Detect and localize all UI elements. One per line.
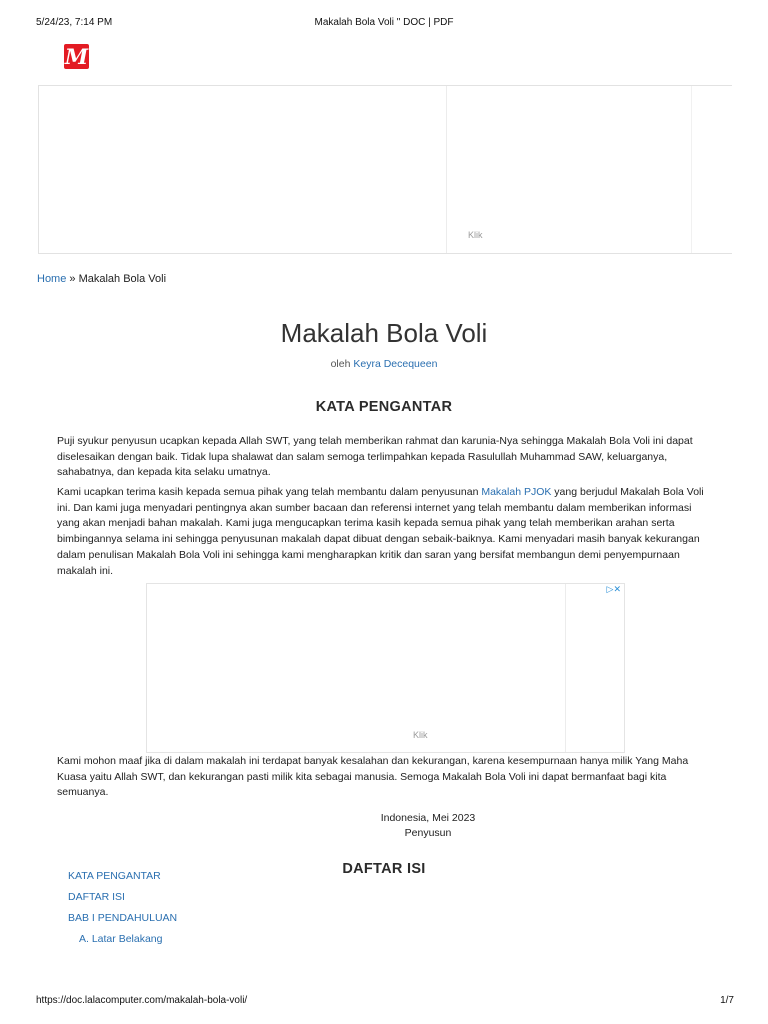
adchoices-close-icon[interactable]: ▷✕ (606, 585, 621, 595)
print-page-number: 1/7 (720, 995, 734, 1006)
toc-item-bab-1[interactable]: BAB I PENDAHULUAN (68, 912, 178, 924)
signoff-signer: Penyusun (404, 827, 452, 839)
paragraph-2-text: Kami ucapkan terima kasih kepada semua pihak yang telah membantu dalam penyusunan (57, 486, 482, 498)
print-doc-title: Makalah Bola Voli " DOC | PDF (314, 17, 454, 28)
top-ad-banner[interactable] (38, 85, 732, 254)
page-title: Makalah Bola Voli (280, 318, 488, 348)
ad-klik-label[interactable]: Klik (413, 730, 428, 740)
breadcrumb (37, 273, 166, 285)
print-datetime: 5/24/23, 7:14 PM (36, 17, 113, 28)
breadcrumb-current: Makalah Bola Voli (78, 273, 167, 285)
ad-divider (691, 86, 692, 253)
kata-pengantar-heading: KATA PENGANTAR (315, 399, 453, 415)
paragraph-3: Kami mohon maaf jika di dalam makalah ini terdapat banyak kesalahan dan kekurangan, karena kesempurnaan hanya milik Yang Maha Kuasa yaitu Allah SWT, dan kekurangan pasti milik kita sebagai manusia. Semoga Makalah Bola Voli ini dapat bermanfaat bagi kita semuanya. (57, 755, 689, 799)
breadcrumb-home-link[interactable]: Home (37, 273, 67, 285)
ad-divider (446, 86, 447, 253)
toc-item-daftar-isi[interactable]: DAFTAR ISI (68, 891, 125, 903)
breadcrumb-separator: » (66, 273, 79, 285)
paragraph-1: Puji syukur penyusun ucapkan kepada Allah SWT, yang telah memberikan rahmat dan karunia-Nya sehingga Makalah Bola Voli ini dapat diselesaikan dengan baik. Tidak lupa shalawat dan salam semoga terlimpahkan kepada Rasulullah Muhammad SAW, keluarganya, sahabatnya, dan kepada kita selaku umatnya. (57, 435, 693, 479)
makalah-pjok-link[interactable]: Makalah PJOK (481, 486, 552, 498)
author-link[interactable]: Keyra Decequeen (353, 358, 438, 370)
inline-ad-banner[interactable] (146, 583, 625, 753)
signoff-place-date: Indonesia, Mei 2023 (380, 812, 476, 824)
paragraph-2 (57, 485, 713, 579)
toc-item-latar-belakang[interactable]: A. Latar Belakang (79, 933, 163, 945)
site-logo-icon[interactable]: M (64, 44, 89, 69)
toc-item-kata-pengantar[interactable]: KATA PENGANTAR (68, 870, 161, 882)
ad-klik-label[interactable]: Klik (468, 230, 483, 240)
byline-prefix: oleh (330, 358, 354, 370)
paragraph-2-text: yang berjudul Makalah Bola Voli ini. Dan kami juga menyadari pentingnya akan sumber bacaan dan referensi internet yang telah membantu dalam memberikan informasi yang akan menjadi bahan makalah. Kami juga mengucapkan terima kasih kepada semua pihak yang telah memberikan arahan serta bimbingannya selama ini sehingga penyusunan makalah dapat dibuat dengan sebaik-baiknya. Kami menyadari masih banyak kekurangan dalam penulisan Makalah Bola Voli ini sehingga kami mengharapkan kritik dan saran yang bersifat membangun demi penyempurnaan makalah ini. (57, 486, 704, 577)
ad-divider (565, 584, 566, 752)
daftar-isi-heading: DAFTAR ISI (342, 861, 426, 877)
print-url: https://doc.lalacomputer.com/makalah-bola-voli/ (36, 995, 248, 1006)
print-header (0, 17, 768, 31)
byline (0, 358, 768, 370)
